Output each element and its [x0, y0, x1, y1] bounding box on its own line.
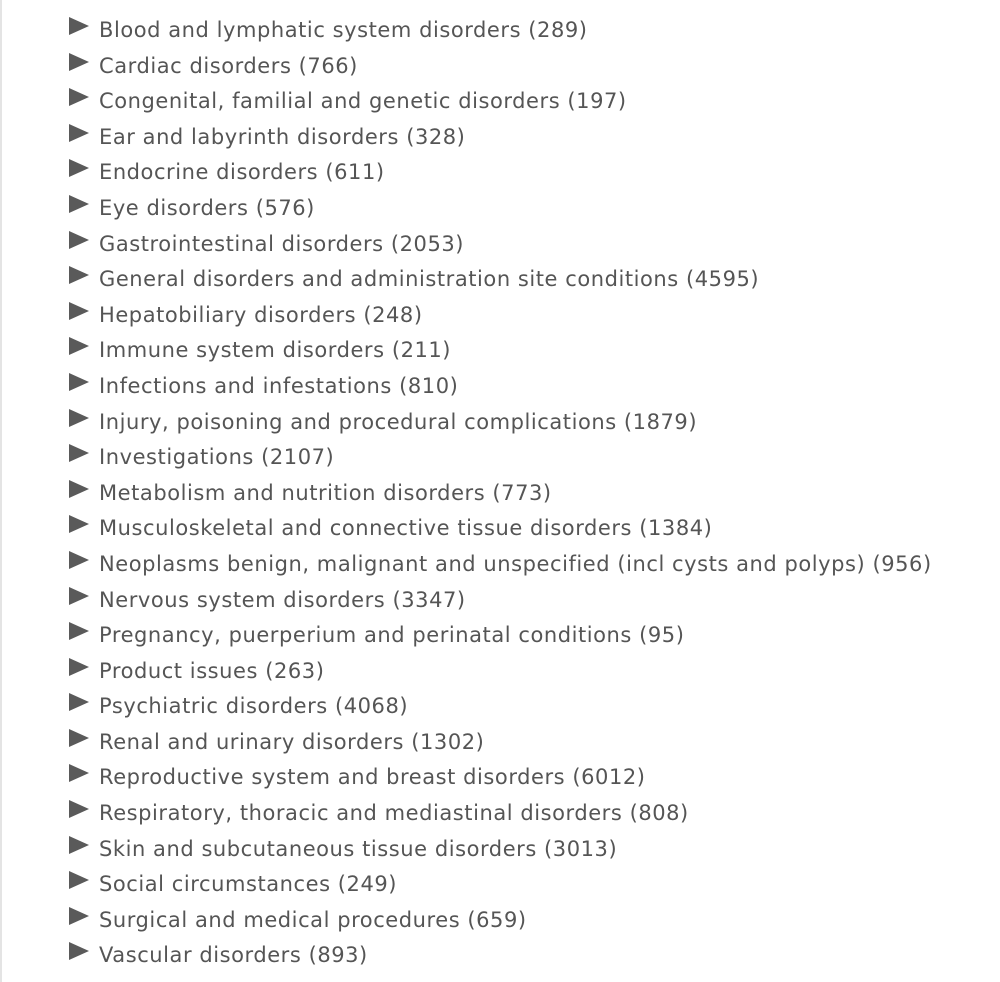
- expand-triangle-icon[interactable]: [68, 86, 90, 108]
- tree-item[interactable]: [0, 688, 1000, 724]
- expand-triangle-icon[interactable]: [68, 620, 90, 642]
- expand-triangle-icon[interactable]: [68, 407, 90, 429]
- expand-triangle-icon[interactable]: [68, 193, 90, 215]
- tree-item[interactable]: [0, 119, 1000, 155]
- expand-triangle-icon[interactable]: [68, 691, 90, 713]
- expand-triangle-icon[interactable]: [68, 727, 90, 749]
- tree-item-label[interactable]: Product issues (263): [99, 658, 325, 683]
- tree-item[interactable]: [0, 12, 1000, 48]
- tree-item[interactable]: [0, 332, 1000, 368]
- expand-triangle-icon[interactable]: [68, 157, 90, 179]
- tree-item-label[interactable]: Vascular disorders (893): [99, 943, 368, 968]
- expand-triangle-icon[interactable]: [68, 905, 90, 927]
- tree-item-label[interactable]: Injury, poisoning and procedural complications (1879): [99, 409, 698, 434]
- tree-item-label[interactable]: Respiratory, thoracic and mediastinal disorders (808): [99, 801, 689, 826]
- tree-item[interactable]: [0, 546, 1000, 582]
- tree-item-label[interactable]: Psychiatric disorders (4068): [99, 694, 409, 719]
- tree-item[interactable]: [0, 617, 1000, 653]
- expand-triangle-icon[interactable]: [68, 15, 90, 37]
- tree-item-label[interactable]: Eye disorders (576): [99, 195, 315, 220]
- tree-item[interactable]: [0, 475, 1000, 511]
- tree-item-label[interactable]: Hepatobiliary disorders (248): [99, 302, 423, 327]
- tree-item-label[interactable]: Cardiac disorders (766): [99, 53, 358, 78]
- expand-triangle-icon[interactable]: [68, 229, 90, 251]
- tree-item[interactable]: [0, 937, 1000, 973]
- category-tree: [0, 12, 1000, 973]
- tree-item-label[interactable]: Investigations (2107): [99, 445, 335, 470]
- expand-triangle-icon[interactable]: [68, 513, 90, 535]
- tree-item[interactable]: [0, 83, 1000, 119]
- tree-item-label[interactable]: Neoplasms benign, malignant and unspecified (incl cysts and polyps) (956): [99, 551, 932, 576]
- expand-triangle-icon[interactable]: [68, 122, 90, 144]
- tree-item-label[interactable]: Blood and lymphatic system disorders (289): [99, 18, 588, 42]
- expand-triangle-icon[interactable]: [68, 798, 90, 820]
- tree-item[interactable]: [0, 297, 1000, 333]
- tree-item[interactable]: [0, 653, 1000, 689]
- tree-item-label[interactable]: Gastrointestinal disorders (2053): [99, 231, 465, 256]
- expand-triangle-icon[interactable]: [68, 549, 90, 571]
- tree-item-label[interactable]: Pregnancy, puerperium and perinatal conditions (95): [99, 623, 685, 648]
- tree-item[interactable]: [0, 831, 1000, 867]
- tree-item-label[interactable]: Infections and infestations (810): [99, 373, 459, 398]
- expand-triangle-icon[interactable]: [68, 869, 90, 891]
- tree-item[interactable]: [0, 190, 1000, 226]
- tree-item-label[interactable]: Social circumstances (249): [99, 872, 398, 897]
- expand-triangle-icon[interactable]: [68, 264, 90, 286]
- tree-item-label[interactable]: Musculoskeletal and connective tissue disorders (1384): [99, 516, 713, 541]
- tree-item[interactable]: [0, 226, 1000, 262]
- tree-item-label[interactable]: Nervous system disorders (3347): [99, 587, 466, 612]
- expand-triangle-icon[interactable]: [68, 585, 90, 607]
- tree-item-label[interactable]: Skin and subcutaneous tissue disorders (3013): [99, 836, 618, 861]
- tree-item-label[interactable]: Surgical and medical procedures (659): [99, 907, 527, 932]
- tree-item-label[interactable]: Reproductive system and breast disorders (6012): [99, 765, 646, 790]
- expand-triangle-icon[interactable]: [68, 51, 90, 73]
- expand-triangle-icon[interactable]: [68, 762, 90, 784]
- expand-triangle-icon[interactable]: [68, 371, 90, 393]
- tree-item[interactable]: [0, 404, 1000, 440]
- tree-item[interactable]: [0, 261, 1000, 297]
- expand-triangle-icon[interactable]: [68, 940, 90, 962]
- expand-triangle-icon[interactable]: [68, 834, 90, 856]
- tree-item[interactable]: [0, 759, 1000, 795]
- tree-item[interactable]: [0, 368, 1000, 404]
- tree-item[interactable]: [0, 724, 1000, 760]
- tree-item-label[interactable]: Immune system disorders (211): [99, 338, 452, 363]
- expand-triangle-icon[interactable]: [68, 300, 90, 322]
- tree-item[interactable]: [0, 154, 1000, 190]
- tree-item[interactable]: [0, 795, 1000, 831]
- tree-item-label[interactable]: Congenital, familial and genetic disorders (197): [99, 89, 627, 114]
- expand-triangle-icon[interactable]: [68, 442, 90, 464]
- tree-item-label[interactable]: Endocrine disorders (611): [99, 160, 385, 185]
- tree-item[interactable]: [0, 48, 1000, 84]
- tree-item[interactable]: [0, 510, 1000, 546]
- tree-item-label[interactable]: Renal and urinary disorders (1302): [99, 729, 485, 754]
- tree-item[interactable]: [0, 866, 1000, 902]
- expand-triangle-icon[interactable]: [68, 656, 90, 678]
- tree-item-label[interactable]: General disorders and administration site conditions (4595): [99, 267, 760, 292]
- tree-item-label[interactable]: Ear and labyrinth disorders (328): [99, 124, 466, 149]
- expand-triangle-icon[interactable]: [68, 478, 90, 500]
- expand-triangle-icon[interactable]: [68, 335, 90, 357]
- tree-item[interactable]: [0, 902, 1000, 938]
- tree-item[interactable]: [0, 582, 1000, 618]
- tree-item[interactable]: [0, 439, 1000, 475]
- tree-item-label[interactable]: Metabolism and nutrition disorders (773): [99, 480, 552, 505]
